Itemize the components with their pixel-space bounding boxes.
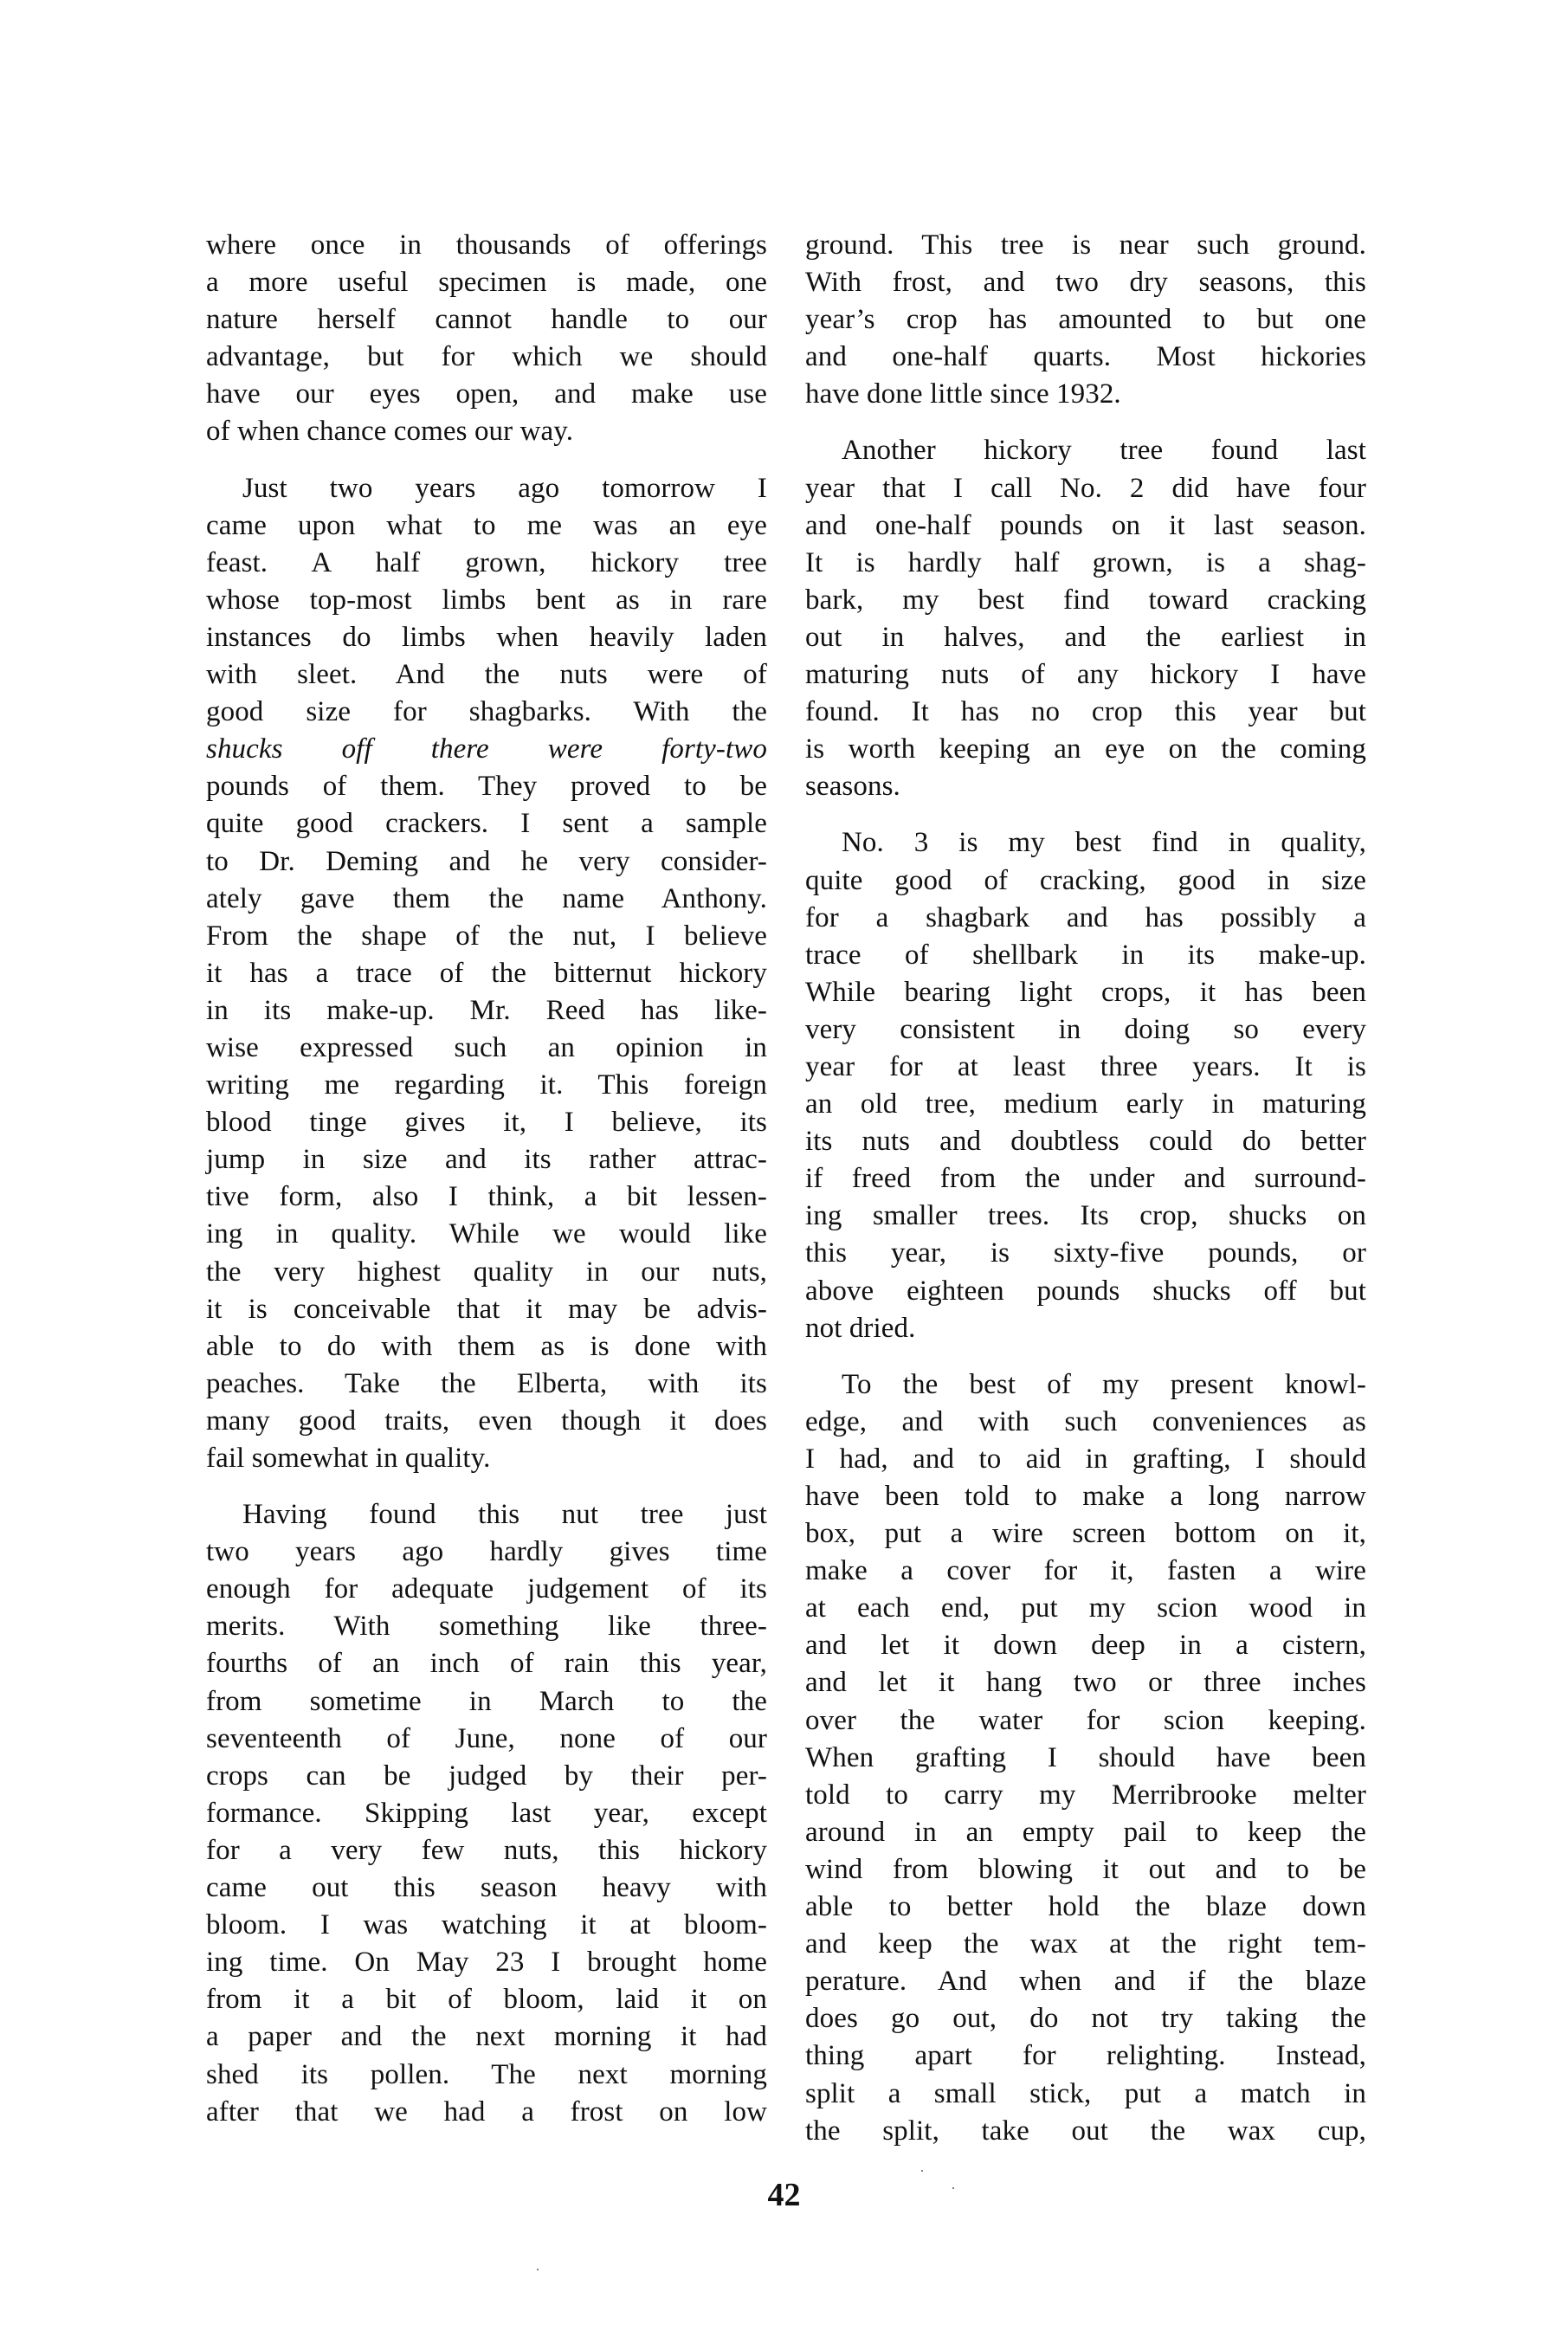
text-line: perature. And when and if the blaze xyxy=(805,1966,1366,1998)
text-line: wind from blowing it out and to be xyxy=(805,1853,1366,1885)
paragraph-right-1 xyxy=(805,227,1366,413)
text-line: came out this season heavy with xyxy=(206,1872,767,1904)
text-line: Another hickory tree found last xyxy=(842,435,1366,467)
text-line: It is hardly half grown, is a shag- xyxy=(805,546,1366,578)
text-line: at each end, put my scion wood in xyxy=(805,1592,1366,1624)
text-line: ground. This tree is near such ground. xyxy=(805,229,1366,261)
text-line: where once in thousands of offerings xyxy=(206,229,767,261)
text-line: out in halves, and the earliest in xyxy=(805,621,1366,653)
text-line: year’s crop has amounted to but one xyxy=(805,304,1366,336)
text-line: I had, and to aid in grafting, I should xyxy=(805,1443,1366,1475)
text-line: ing in quality. While we would like xyxy=(206,1218,767,1250)
text-line: quite good crackers. I sent a sample xyxy=(206,808,767,840)
text-line: instances do limbs when heavily laden xyxy=(206,621,767,653)
text-line: have our eyes open, and make use xyxy=(206,378,767,410)
text-line: year for at least three years. It is xyxy=(805,1050,1366,1082)
text-line: is worth keeping an eye on the coming xyxy=(805,733,1366,765)
text-line: peaches. Take the Elberta, with its xyxy=(206,1367,767,1399)
text-line: tive form, also I think, a bit lessen- xyxy=(206,1181,767,1213)
text-line: ing smaller trees. Its crop, shucks on xyxy=(805,1200,1366,1232)
text-line: jump in size and its rather attrac- xyxy=(206,1144,767,1176)
text-line: ing time. On May 23 I brought home xyxy=(206,1947,767,1979)
paragraph-left-1 xyxy=(206,227,767,451)
text-line: maturing nuts of any hickory I have xyxy=(805,659,1366,691)
text-line: box, put a wire screen bottom on it, xyxy=(805,1518,1366,1550)
text-line: around in an empty pail to keep the xyxy=(805,1816,1366,1848)
page-number: 42 xyxy=(767,2177,801,2213)
text-line: year that I call No. 2 did have four xyxy=(805,472,1366,504)
text-line: does go out, do not try taking the xyxy=(805,2003,1366,2035)
text-line: enough for adequate judgement of its xyxy=(206,1573,767,1605)
text-line: make a cover for it, fasten a wire xyxy=(805,1555,1366,1587)
text-line: Having found this nut tree just xyxy=(242,1499,767,1531)
paragraph-left-3 xyxy=(206,1496,767,2131)
text-line: edge, and with such conveniences as xyxy=(805,1405,1366,1437)
text-line: When grafting I should have been xyxy=(805,1741,1366,1773)
text-line: able to better hold the blaze down xyxy=(805,1891,1366,1923)
text-line: from sometime in March to the xyxy=(206,1685,767,1717)
text-line: Just two years ago tomorrow I xyxy=(242,472,767,504)
text-line: To the best of my present knowl- xyxy=(842,1368,1366,1400)
text-line: above eighteen pounds shucks off but xyxy=(805,1275,1366,1307)
text-line: many good traits, even though it does xyxy=(206,1404,767,1437)
text-line: quite good of cracking, good in size xyxy=(805,864,1366,896)
text-line: and let it down deep in a cistern, xyxy=(805,1630,1366,1662)
text-line: thing apart for relighting. Instead, xyxy=(805,2040,1366,2072)
text-line: trace of shellbark in its make-up. xyxy=(805,939,1366,971)
text-line: have done little since 1932. xyxy=(805,378,1121,410)
text-line: it is conceivable that it may be advis- xyxy=(206,1293,767,1325)
text-line: fourths of an inch of rain this year, xyxy=(206,1648,767,1680)
text-line: very consistent in doing so every xyxy=(805,1013,1366,1045)
text-line: wise expressed such an opinion in xyxy=(206,1031,767,1063)
paragraph-right-4 xyxy=(805,1366,1366,2150)
text-line: split a small stick, put a match in xyxy=(805,2077,1366,2109)
text-line: an old tree, medium early in maturing xyxy=(805,1088,1366,1120)
scan-speck xyxy=(537,2269,539,2270)
text-line: bloom. I was watching it at bloom- xyxy=(206,1909,767,1941)
text-line: over the water for scion keeping. xyxy=(805,1704,1366,1736)
text-line: its nuts and doubtless could do better xyxy=(805,1126,1366,1158)
text-line: whose top-most limbs bent as in rare xyxy=(206,584,767,616)
text-line: and one-half pounds on it last season. xyxy=(805,509,1366,541)
text-line: for a very few nuts, this hickory xyxy=(206,1834,767,1866)
text-line: From the shape of the nut, I believe xyxy=(206,920,767,952)
text-line: in its make-up. Mr. Reed has like- xyxy=(206,994,767,1026)
text-line: merits. With something like three- xyxy=(206,1611,767,1643)
text-line: good size for shagbarks. With the xyxy=(206,696,767,728)
text-line: feast. A half grown, hickory tree xyxy=(206,546,767,578)
text-line: advantage, but for which we should xyxy=(206,341,767,373)
text-line: nature herself cannot handle to our xyxy=(206,304,767,336)
text-line: fail somewhat in quality. xyxy=(206,1443,491,1474)
text-line: seasons. xyxy=(805,771,900,803)
text-line: bark, my best find toward cracking xyxy=(805,584,1366,616)
text-line: found. It has no crop this year but xyxy=(805,696,1366,728)
left-column xyxy=(206,227,767,2131)
text-line: formance. Skipping last year, except xyxy=(206,1797,767,1829)
text-line: told to carry my Merribrooke melter xyxy=(805,1779,1366,1811)
text-line: not dried. xyxy=(805,1312,916,1344)
text-line: writing me regarding it. This foreign xyxy=(206,1069,767,1101)
text-line: to Dr. Deming and he very consider- xyxy=(206,845,767,877)
text-line: and one-half quarts. Most hickories xyxy=(805,341,1366,373)
text-line: after that we had a frost on low xyxy=(206,2095,767,2128)
text-line: with sleet. And the nuts were of xyxy=(206,659,767,691)
text-line: have been told to make a long narrow xyxy=(805,1481,1366,1512)
text-line-italic: shucks off there were forty-two xyxy=(206,733,767,765)
text-line: While bearing light crops, it has been xyxy=(805,976,1366,1008)
scan-speck xyxy=(921,2170,923,2172)
text-line: No. 3 is my best find in quality, xyxy=(842,827,1366,859)
paragraph-left-2 xyxy=(206,470,767,1478)
text-line: the very highest quality in our nuts, xyxy=(206,1256,767,1288)
paragraph-right-3 xyxy=(805,824,1366,1346)
text-line: two years ago hardly gives time xyxy=(206,1536,767,1568)
right-column xyxy=(805,227,1366,2150)
text-line: shed its pollen. The next morning xyxy=(206,2058,767,2090)
text-line: pounds of them. They proved to be xyxy=(206,771,767,803)
text-line: and let it hang two or three inches xyxy=(805,1667,1366,1699)
text-line: seventeenth of June, none of our xyxy=(206,1722,767,1754)
text-line: and keep the wax at the right tem- xyxy=(805,1928,1366,1960)
text-line: from it a bit of bloom, laid it on xyxy=(206,1984,767,2016)
paragraph-right-2 xyxy=(805,432,1366,805)
text-line: for a shagbark and has possibly a xyxy=(805,901,1366,933)
text-line: the split, take out the wax cup, xyxy=(805,2115,1366,2147)
text-line: this year, is sixty-five pounds, or xyxy=(805,1237,1366,1269)
text-line: blood tinge gives it, I believe, its xyxy=(206,1107,767,1139)
text-line: a more useful specimen is made, one xyxy=(206,267,767,299)
text-line: a paper and the next morning it had xyxy=(206,2021,767,2053)
text-line: crops can be judged by their per- xyxy=(206,1760,767,1792)
text-line: of when chance comes our way. xyxy=(206,416,574,448)
text-line: able to do with them as is done with xyxy=(206,1330,767,1362)
text-line: ately gave them the name Anthony. xyxy=(206,882,767,914)
text-line: With frost, and two dry seasons, this xyxy=(805,267,1366,299)
text-line: if freed from the under and surround- xyxy=(805,1163,1366,1195)
scan-speck xyxy=(952,2187,954,2189)
text-line: it has a trace of the bitternut hickory xyxy=(206,957,767,989)
text-line: came upon what to me was an eye xyxy=(206,509,767,541)
